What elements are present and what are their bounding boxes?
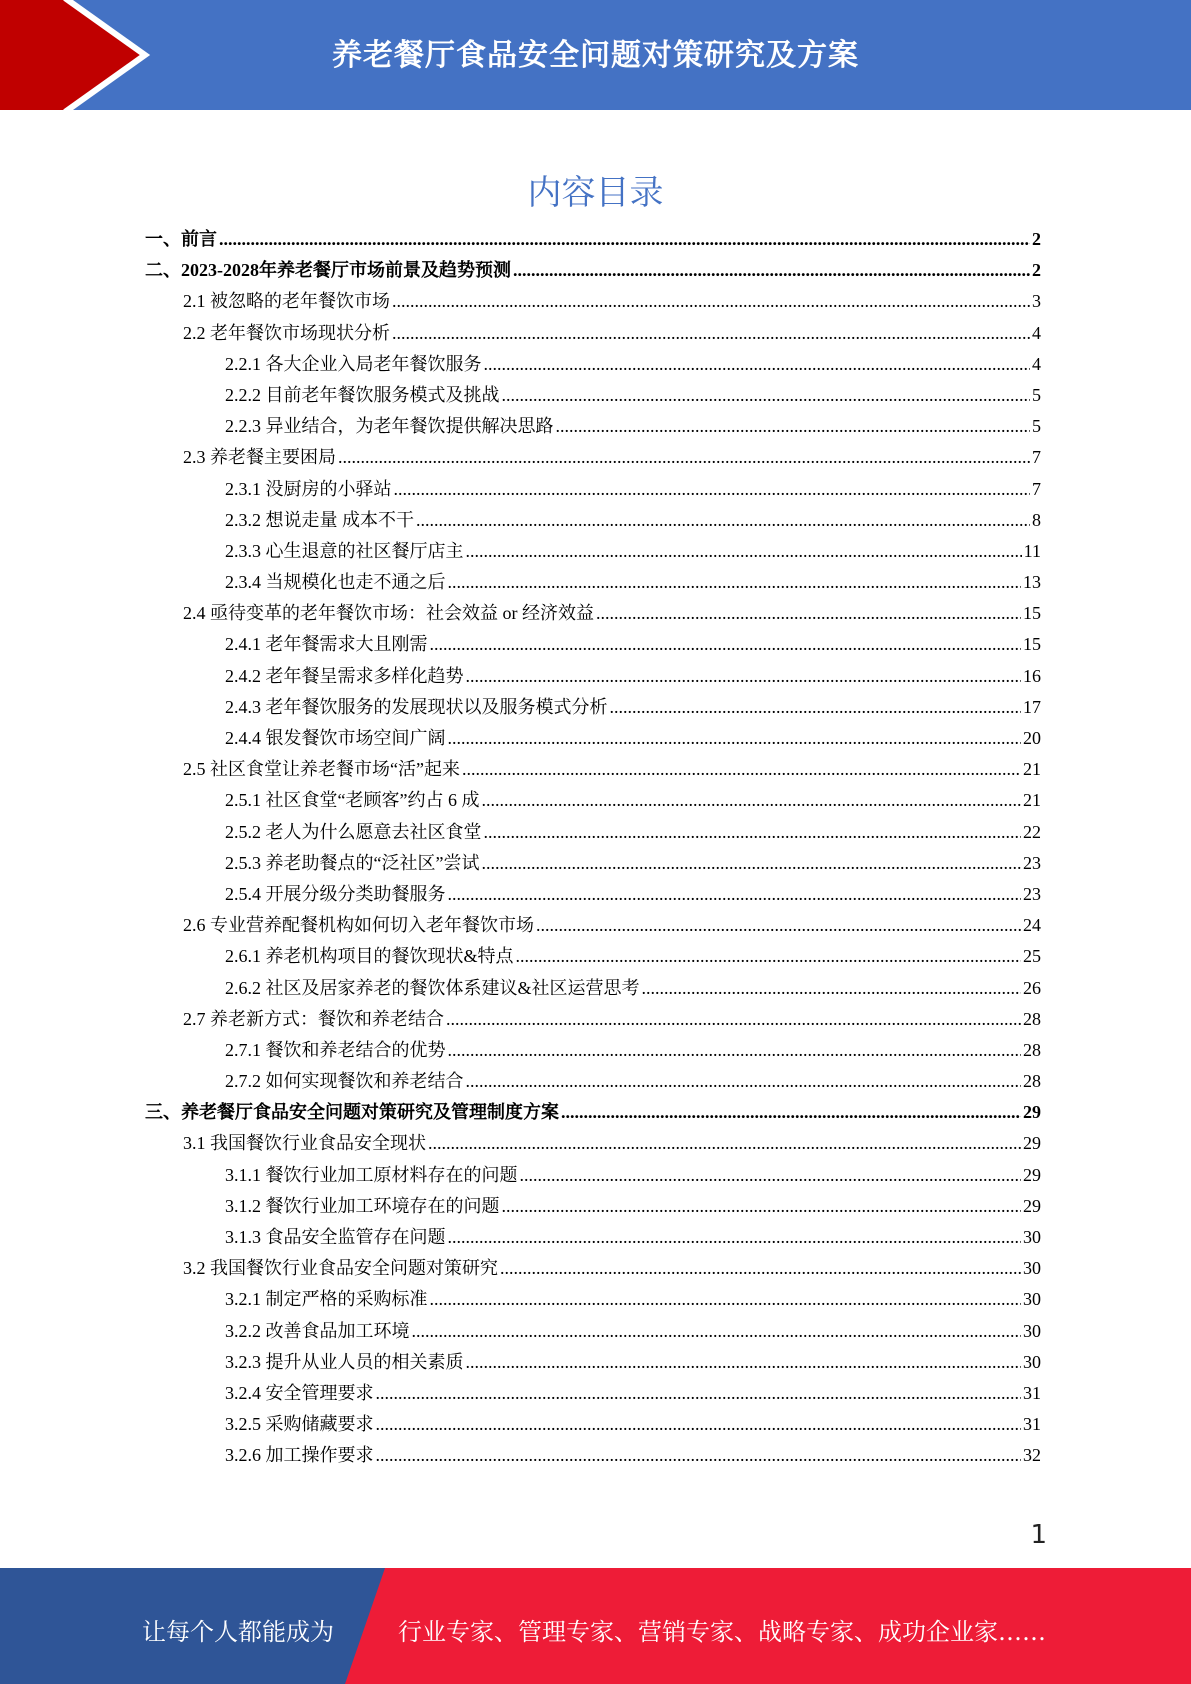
toc-entry[interactable] (145, 848, 1041, 879)
dot-leader (376, 1440, 1022, 1471)
footer-slogan-left: 让每个人都能成为 (142, 1618, 334, 1646)
toc-entry[interactable] (145, 1284, 1041, 1315)
toc-entry-page: 4 (1032, 322, 1041, 343)
toc-entry[interactable] (145, 629, 1041, 660)
dot-leader (412, 1316, 1022, 1347)
toc-entry-page: 24 (1023, 915, 1041, 936)
dot-leader (466, 536, 1022, 567)
toc-entry[interactable] (145, 1440, 1041, 1471)
dot-leader (448, 567, 1022, 598)
toc-entry[interactable] (145, 1160, 1041, 1191)
toc-entry[interactable] (145, 1128, 1041, 1159)
dot-leader (446, 1004, 1021, 1035)
toc-entry-label: 2.5.4 开展分级分类助餐服务 (225, 883, 446, 904)
toc-entry-page: 5 (1032, 416, 1041, 437)
toc-entry-label: 3.1.1 餐饮行业加工原材料存在的问题 (225, 1164, 518, 1185)
dot-leader (502, 1191, 1022, 1222)
toc-entry-page: 2 (1032, 260, 1041, 281)
toc-entry-label: 3.2.5 采购储藏要求 (225, 1414, 374, 1435)
toc-entry-page: 29 (1023, 1133, 1041, 1154)
toc-entry-label: 3.2.2 改善食品加工环境 (225, 1320, 410, 1341)
toc-entry-label: 2.2 老年餐饮市场现状分析 (183, 322, 390, 343)
toc-entry-page: 8 (1032, 509, 1041, 530)
toc-entry[interactable] (145, 1347, 1041, 1378)
toc-entry[interactable] (145, 1409, 1041, 1440)
dot-leader (596, 598, 1021, 629)
toc-entry-label: 2.4.4 银发餐饮市场空间广阔 (225, 728, 446, 748)
toc-entry-label: 2.5.2 老人为什么愿意去社区食堂 (225, 821, 482, 842)
toc-entry-page: 15 (1023, 634, 1041, 655)
toc-entry[interactable] (145, 286, 1041, 317)
toc-entry[interactable] (145, 973, 1041, 1004)
page-header (0, 0, 1191, 110)
toc-entry-page: 21 (1023, 790, 1041, 811)
toc-entry[interactable] (145, 817, 1041, 848)
toc-entry-page: 30 (1023, 1258, 1041, 1279)
dot-leader (416, 505, 1030, 536)
toc-entry-page: 29 (1023, 1195, 1041, 1216)
toc-entry[interactable] (145, 255, 1041, 286)
dot-leader (448, 723, 1022, 754)
toc-entry[interactable] (145, 661, 1041, 692)
dot-leader (394, 474, 1031, 505)
toc-entry-page: 29 (1023, 1102, 1041, 1123)
toc-entry[interactable] (145, 318, 1041, 349)
toc-entry[interactable] (145, 411, 1041, 442)
toc-entry-page: 22 (1023, 821, 1041, 842)
toc-entry-label: 2.6.2 社区及居家养老的餐饮体系建议&社区运营思考 (225, 977, 640, 998)
dot-leader (642, 973, 1022, 1004)
page-number: 1 (1030, 1520, 1047, 1550)
toc-entry-label: 2.5.1 社区食堂“老顾客”约占 6 成 (225, 790, 480, 811)
toc-entry-page: 7 (1032, 447, 1041, 468)
page-footer (0, 1568, 1191, 1684)
header-title: 养老餐厅食品安全问题对策研究及方案 (332, 38, 859, 73)
toc-entry-page: 20 (1023, 728, 1041, 748)
toc-entry-page: 21 (1023, 759, 1041, 780)
toc-entry[interactable] (145, 567, 1041, 598)
toc-entry-label: 2.3 养老餐主要困局 (183, 447, 336, 468)
dot-leader (484, 817, 1022, 848)
toc-entry[interactable] (145, 224, 1041, 255)
dot-leader (561, 1097, 1021, 1128)
toc-entry-page: 30 (1023, 1351, 1041, 1372)
toc-entry-label: 2.3.4 当规模化也走不通之后 (225, 572, 446, 593)
toc-entry-page: 31 (1023, 1414, 1041, 1435)
toc-entry-label: 2.4.2 老年餐呈需求多样化趋势 (225, 665, 464, 686)
toc-entry-label: 2.7 养老新方式：餐饮和养老结合 (183, 1008, 444, 1029)
toc-entry[interactable] (145, 910, 1041, 941)
toc-entry-label: 3.2.3 提升从业人员的相关素质 (225, 1351, 464, 1372)
toc-entry[interactable] (145, 754, 1041, 785)
toc-entry-label: 2.2.2 目前老年餐饮服务模式及挑战 (225, 384, 500, 405)
dot-leader (502, 380, 1031, 411)
toc-entry-label: 2.3.3 心生退意的社区餐厅店主 (225, 540, 464, 561)
toc-entry-page: 30 (1023, 1320, 1041, 1341)
toc-entry-label: 3.1 我国餐饮行业食品安全现状 (183, 1133, 426, 1154)
toc-entry[interactable] (145, 1097, 1041, 1128)
toc-entry-page: 32 (1023, 1445, 1041, 1466)
toc-entry-label: 3.1.2 餐饮行业加工环境存在的问题 (225, 1195, 500, 1216)
dot-leader (484, 349, 1031, 380)
toc-entry-page: 11 (1023, 540, 1041, 561)
dot-leader (481, 848, 1021, 879)
toc-entry-page: 28 (1023, 1071, 1041, 1092)
toc-entry[interactable] (145, 1004, 1041, 1035)
dot-leader (448, 1035, 1022, 1066)
dot-leader (500, 1253, 1021, 1284)
dot-leader (338, 442, 1030, 473)
toc-entry-label: 2.2.3 异业结合，为老年餐饮提供解决思路 (225, 416, 554, 437)
toc-entry-page: 15 (1023, 603, 1041, 624)
toc-entry[interactable] (145, 1253, 1041, 1284)
dot-leader (520, 1160, 1022, 1191)
toc-entry-page: 17 (1023, 696, 1041, 717)
toc-entry[interactable] (145, 1035, 1041, 1066)
toc-entry-page: 30 (1023, 1289, 1041, 1310)
toc-entry-label: 2.1 被忽略的老年餐饮市场 (183, 291, 390, 312)
toc-entry-label: 3.1.3 食品安全监管存在问题 (225, 1227, 446, 1247)
toc-entry-label: 2.4 亟待变革的老年餐饮市场：社会效益 or 经济效益 (183, 603, 594, 624)
toc-title: 内容目录 (527, 173, 664, 213)
dot-leader (219, 224, 1030, 255)
toc-entry-label: 2.5 社区食堂让养老餐市场“活”起来 (183, 759, 460, 780)
toc-entry-label: 2.2.1 各大企业入局老年餐饮服务 (225, 353, 482, 374)
toc-entry-page: 5 (1032, 384, 1041, 405)
toc-entry-page: 25 (1023, 946, 1041, 967)
dot-leader (516, 941, 1022, 972)
dot-leader (610, 692, 1022, 723)
toc-entry-label: 2.7.2 如何实现餐饮和养老结合 (225, 1071, 464, 1092)
toc-entry-page: 28 (1023, 1039, 1041, 1060)
toc-entry-label: 3.2 我国餐饮行业食品安全问题对策研究 (183, 1258, 498, 1279)
toc-entry-page: 28 (1023, 1008, 1041, 1029)
toc-entry[interactable] (145, 380, 1041, 411)
dot-leader (536, 910, 1021, 941)
dot-leader (430, 629, 1022, 660)
toc-entry-label: 2.7.1 餐饮和养老结合的优势 (225, 1039, 446, 1060)
dot-leader (428, 1128, 1021, 1159)
dot-leader (513, 255, 1030, 286)
dot-leader (466, 661, 1022, 692)
dot-leader (392, 286, 1030, 317)
toc-entry[interactable] (145, 1316, 1041, 1347)
toc-entry[interactable] (145, 1222, 1041, 1253)
toc-entry[interactable] (145, 349, 1041, 380)
toc-entry-label: 2.4.3 老年餐饮服务的发展现状以及服务模式分析 (225, 696, 608, 717)
toc-entry[interactable] (145, 941, 1041, 972)
toc-entry[interactable] (145, 1066, 1041, 1097)
toc-entry-page: 30 (1023, 1227, 1041, 1247)
toc-entry[interactable] (145, 1378, 1041, 1409)
dot-leader (462, 754, 1021, 785)
dot-leader (392, 318, 1030, 349)
toc-entry-page: 29 (1023, 1164, 1041, 1185)
dot-leader (481, 785, 1021, 816)
toc-entry-label: 3.2.1 制定严格的采购标准 (225, 1289, 428, 1310)
toc-entry-page: 31 (1023, 1382, 1041, 1403)
toc-entry-page: 4 (1032, 353, 1041, 374)
toc-entry-label: 3.2.4 安全管理要求 (225, 1382, 374, 1403)
footer-slogan-right: 行业专家、管理专家、营销专家、战略专家、成功企业家…… (398, 1618, 1046, 1646)
toc-entry-page: 2 (1032, 229, 1041, 249)
toc-entry-label: 三、养老餐厅食品安全问题对策研究及管理制度方案 (145, 1102, 559, 1123)
dot-leader (448, 1222, 1022, 1253)
toc-entry[interactable] (145, 505, 1041, 536)
toc-entry[interactable] (145, 785, 1041, 816)
toc-entry-page: 23 (1023, 852, 1041, 873)
toc-entry[interactable] (145, 598, 1041, 629)
toc-entry-page: 26 (1023, 977, 1041, 998)
toc-entry-page: 3 (1032, 291, 1041, 312)
toc-entry-label: 3.2.6 加工操作要求 (225, 1445, 374, 1466)
table-of-contents (145, 224, 1041, 1472)
toc-entry-label: 2.3.2 想说走量 成本不干 (225, 509, 414, 530)
toc-entry[interactable] (145, 442, 1041, 473)
toc-entry-label: 2.6.1 养老机构项目的餐饮现状&特点 (225, 946, 514, 967)
toc-entry-label: 2.3.1 没厨房的小驿站 (225, 478, 392, 499)
dot-leader (376, 1409, 1022, 1440)
toc-entry-page: 23 (1023, 883, 1041, 904)
toc-entry-label: 2.4.1 老年餐需求大且刚需 (225, 634, 428, 655)
toc-entry[interactable] (145, 723, 1041, 754)
toc-entry[interactable] (145, 536, 1041, 567)
toc-entry-label: 2.5.3 养老助餐点的“泛社区”尝试 (225, 852, 480, 873)
dot-leader (430, 1284, 1022, 1315)
dot-leader (556, 411, 1031, 442)
toc-entry[interactable] (145, 879, 1041, 910)
dot-leader (466, 1066, 1022, 1097)
dot-leader (448, 879, 1022, 910)
toc-entry[interactable] (145, 692, 1041, 723)
toc-entry-page: 16 (1023, 665, 1041, 686)
toc-entry[interactable] (145, 1191, 1041, 1222)
toc-entry-page: 13 (1023, 572, 1041, 593)
dot-leader (376, 1378, 1022, 1409)
toc-entry-label: 一、前言 (145, 229, 217, 249)
dot-leader (466, 1347, 1022, 1378)
toc-entry-label: 二、2023-2028年养老餐厅市场前景及趋势预测 (145, 260, 511, 281)
toc-entry-page: 7 (1032, 478, 1041, 499)
toc-entry-label: 2.6 专业营养配餐机构如何切入老年餐饮市场 (183, 915, 534, 936)
toc-entry[interactable] (145, 474, 1041, 505)
